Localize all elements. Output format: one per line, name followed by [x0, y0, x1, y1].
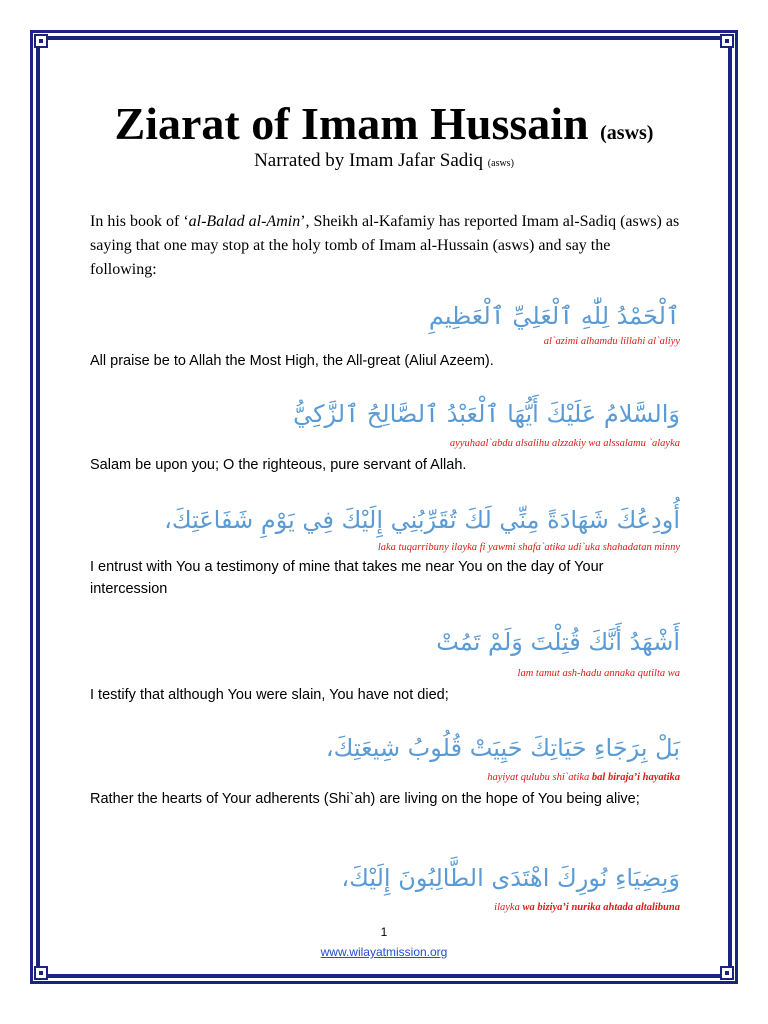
verse-4-translit-text: lam tamut ash-hadu annaka qutilta wa: [517, 668, 680, 679]
verse-1-transliteration: [90, 336, 680, 347]
verse-3-english: I entrust with You a testimony of mine that takes me near You on the day of Your intercession: [90, 559, 604, 597]
page-subtitle: [0, 150, 768, 172]
verse-4-transliteration: [90, 668, 680, 679]
corner-ornament-bottom-left: [34, 966, 48, 980]
verse-3-arabic: أُودِعُكَ شَهَادَةً مِنِّي لَكَ تُقَرِّبُنِي إِلَيْكَ فِي يَوْمِ شَفَاعَتِكَ،: [164, 506, 680, 534]
verse-1-english: All praise be to Allah the Most High, the All-great (Aliul Azeem).: [90, 353, 494, 369]
verse-2-transliteration: [90, 438, 680, 449]
subtitle-text: Narrated by Imam Jafar Sadiq: [254, 150, 484, 171]
title-suffix: (asws): [600, 122, 654, 144]
intro-paragraph: [90, 210, 680, 282]
title-text: Ziarat of Imam Hussain: [114, 98, 589, 149]
verse-5-transliteration: [90, 772, 680, 783]
page-number: 1: [380, 925, 388, 939]
verse-1-arabic: ٱلْحَمْدُ لِلّٰهِ ٱلْعَلِيِّ ٱلْعَظِيمِ: [428, 302, 680, 330]
verse-1-translit-text: al`azimi alhamdu lillahi al`aliyy: [543, 336, 680, 347]
intro-book-title: al-Balad al-Amin: [188, 213, 301, 230]
intro-part2: ’, Sheikh al-Kafamiy has reported Imam al-Sadiq (asws) as saying that one may stop at the holy tomb of Imam al-Hussain (asws) and say the following:: [90, 213, 680, 278]
verse-2-translit-text: ayyuhaal`abdu alsalihu alzzakiy wa alssalamu `alayka: [449, 438, 680, 449]
verse-5-english: Rather the hearts of Your adherents (Shi`ah) are living on the hope of You being alive;: [90, 791, 640, 807]
verse-3-transliteration: [90, 542, 680, 553]
verse-3-translit-text: laka tuqarribuny ilayka fi yawmi shafa`atika udi`uka shahadatan minny: [377, 542, 680, 553]
verse-6-translit-bold: wa biziya’i nurika ahtada altalibuna: [522, 902, 680, 913]
verse-6-arabic: وَبِضِيَاءِ نُورِكَ اهْتَدَى الطَّالِبُونَ إِلَيْكَ،: [341, 864, 680, 892]
corner-ornament-bottom-right: [720, 966, 734, 980]
verse-6-transliteration: [90, 902, 680, 913]
verse-4-english: I testify that although You were slain, You have not died;: [90, 687, 449, 703]
corner-ornament-top-right: [720, 34, 734, 48]
corner-ornament-top-left: [34, 34, 48, 48]
verse-6-translit-text: ilayka: [494, 902, 523, 913]
verse-2-arabic: وَالسَّلامُ عَلَيْكَ أَيُّهَا ٱلْعَبْدُ ٱلصَّالِحُ ٱلزَّكِيُّ: [293, 400, 680, 428]
verse-5-arabic: بَلْ بِرَجَاءِ حَيَاتِكَ حَيِيَتْ قُلُوبُ شِيعَتِكَ،: [325, 734, 680, 762]
subtitle-suffix: (asws): [487, 158, 514, 169]
verse-2-english: Salam be upon you; O the righteous, pure servant of Allah.: [90, 457, 467, 473]
verse-5-translit-bold: bal biraja’i hayatika: [591, 772, 680, 783]
intro-part1: In his book of ‘: [90, 213, 189, 230]
website-link[interactable]: www.wilayatmission.org: [320, 945, 448, 959]
verse-4-arabic: أَشْهَدُ أَنَّكَ قُتِلْتَ وَلَمْ تَمُتْ: [436, 628, 680, 656]
verse-5-translit-text: hayiyat qulubu shi`atika: [487, 772, 592, 783]
